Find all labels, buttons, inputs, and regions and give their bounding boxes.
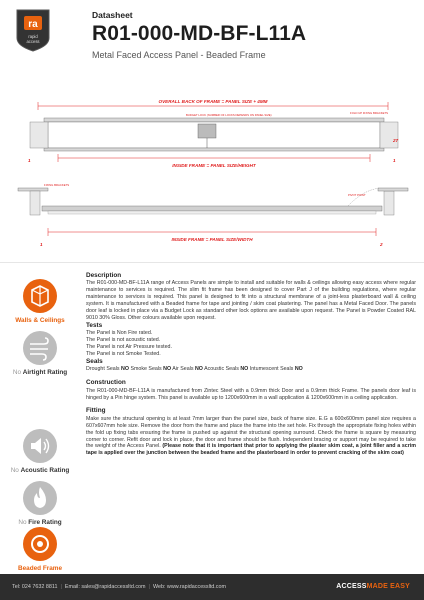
construction-heading: Construction bbox=[86, 379, 126, 387]
datasheet-body bbox=[86, 272, 416, 457]
tests-heading: Tests bbox=[86, 321, 103, 329]
datasheet-label: Datasheet bbox=[92, 10, 133, 20]
fold-up-brackets-label: FOLD UP FIXING BRACKETS bbox=[350, 111, 389, 115]
airtight-rating-label: Airtight Rating bbox=[22, 369, 68, 376]
dim-27: 27 bbox=[393, 138, 399, 143]
feature-airtight-rating: No Airtight Rating bbox=[0, 330, 80, 376]
dim-1-top: 1 bbox=[28, 158, 31, 163]
product-subtitle: Metal Faced Access Panel - Beaded Frame bbox=[92, 50, 266, 60]
dim-1-right: 1 bbox=[393, 158, 396, 163]
feature-beaded-frame bbox=[0, 526, 80, 572]
budget-lock-label: BUDGET LOCK (NUMBER OF LOCKS DEPENDS ON PANEL SIZE) bbox=[186, 113, 272, 117]
dim-1-bottom: 1 bbox=[40, 242, 43, 247]
beaded-frame-label: Beaded Frame bbox=[17, 565, 63, 572]
pivot-point-label: PIVOT POINT bbox=[348, 193, 366, 197]
description-text: The R01-000-MD-BF-L11A range of Access Panels are simple to install and suitable for walls & ceilings allowing easy access where regular maintenance to services is required. The slim fit frame has been designed to cover Part J of the building regulations, where regular maintenance to services is required. This panel is designed to fit into a structural membrane of a joint-less plasterboard wall & ceiling system. It is manufactured with a Beaded frame for tape and jointing / skim coat plastering. The panel has a Metal Faced Door. The panels door leaf is locked in place via a Budget Lock as standard other lock options are available upon request. The Panel is Powder Coated RAL 9010 30% Gloss. Other colours available upon request. bbox=[86, 280, 416, 321]
test-item: The Panel is not Air Pressure tested. bbox=[86, 344, 172, 351]
seals-list: Drought Seals NO Smoke Seals NO Air Seals NO Acoustic Seals NO Intumescent Seals NO bbox=[86, 366, 303, 373]
product-code-title: R01-000-MD-BF-L11A bbox=[92, 22, 307, 45]
feature-acoustic-rating: No Acoustic Rating bbox=[0, 428, 80, 474]
fitting-text: Make sure the structural opening is at least 7mm larger than the panel size, back of frame size. E.G a 600x600mm panel size requires a 607x607mm hole size. Remove the door from the frame and place the frame into the set hole. Fix through the appropriate fixing holes within the fold up fixing tabs ensuring the frame is pushed up against the structural opening surround. Check the frame is square by measuring corner to corner. Refit door and lock in place, the door and frame should be flush. Independent bracing or support may be required to take the weight of the Access Panel. (Please note that it is important that prior to applying the plaster skim coat, a joint filler and a scrim tape is applied over the junction between the beaded frame and the plasterboard in order to prevent cracking of the skim coat) bbox=[86, 415, 416, 457]
rapid-access-logo bbox=[14, 8, 52, 52]
fixing-brackets-label: FIXING BRACKETS bbox=[44, 183, 70, 187]
feature-sidebar bbox=[0, 268, 80, 572]
feature-fire-rating: No Fire Rating bbox=[0, 480, 80, 526]
footer-contact: Tel: 024 7632 8811 | Email: sales@rapidaccessltd.com | Web: www.rapidaccessltd.com bbox=[12, 584, 226, 590]
seals-heading: Seals bbox=[86, 357, 103, 365]
svg-text:access: access bbox=[26, 39, 40, 44]
section-divider bbox=[0, 262, 424, 263]
footer-brand: ACCESSMADE EASY bbox=[336, 583, 410, 590]
footer bbox=[0, 574, 424, 600]
flame-icon bbox=[22, 480, 58, 516]
svg-text:ra: ra bbox=[28, 19, 38, 30]
test-item: The Panel is not Smoke Tested. bbox=[86, 350, 161, 357]
footer-tel: Tel: 024 7632 8811 bbox=[12, 584, 58, 590]
walls-ceilings-icon bbox=[22, 278, 58, 314]
speaker-icon bbox=[22, 428, 58, 464]
description-heading: Description bbox=[86, 272, 122, 279]
inside-height-label: INSIDE FRAME = PANEL SIZE/HEIGHT bbox=[172, 163, 256, 168]
feature-walls-ceilings bbox=[0, 278, 80, 324]
dim-2: 2 bbox=[380, 242, 383, 247]
fire-rating-label: Fire Rating bbox=[28, 519, 62, 526]
svg-text:rapid: rapid bbox=[28, 34, 38, 39]
wind-icon bbox=[22, 330, 58, 366]
fitting-heading: Fitting bbox=[86, 407, 106, 415]
fitting-note: (Please note that it is important that prior to applying the plaster skim coat, a joint filler and a scrim tape is applied over the junction between the beaded frame and the plasterboard in order to prevent cracking of the skim coat) bbox=[86, 443, 416, 457]
inside-width-label: INSIDE FRAME = PANEL SIZE/WIDTH bbox=[171, 237, 253, 242]
beaded-frame-icon bbox=[22, 526, 58, 562]
acoustic-rating-label: Acoustic Rating bbox=[20, 467, 70, 474]
footer-web[interactable]: Web: www.rapidaccessltd.com bbox=[152, 584, 226, 590]
footer-email[interactable]: Email: sales@rapidaccessltd.com bbox=[64, 584, 146, 590]
test-item: The Panel is not acoustic rated. bbox=[86, 337, 161, 344]
test-item: The Panel is Non Fire rated. bbox=[86, 330, 153, 337]
overall-back-label: OVERALL BACK OF FRAME = PANEL SIZE + 4MM bbox=[158, 99, 268, 104]
technical-drawing bbox=[8, 78, 416, 256]
construction-text: The R01-000-MD-BF-L11A is manufactured from Zintec Steel with a 0.9mm thick Door and a 0.9mm thick Frame. The panels door leaf is hinged by a Pin hinge system. This panel is available up to 1200x600mm in a wall application & 1200x600mm in a ceiling application. bbox=[86, 387, 416, 401]
walls-ceilings-label: Walls & Ceilings bbox=[15, 317, 65, 324]
